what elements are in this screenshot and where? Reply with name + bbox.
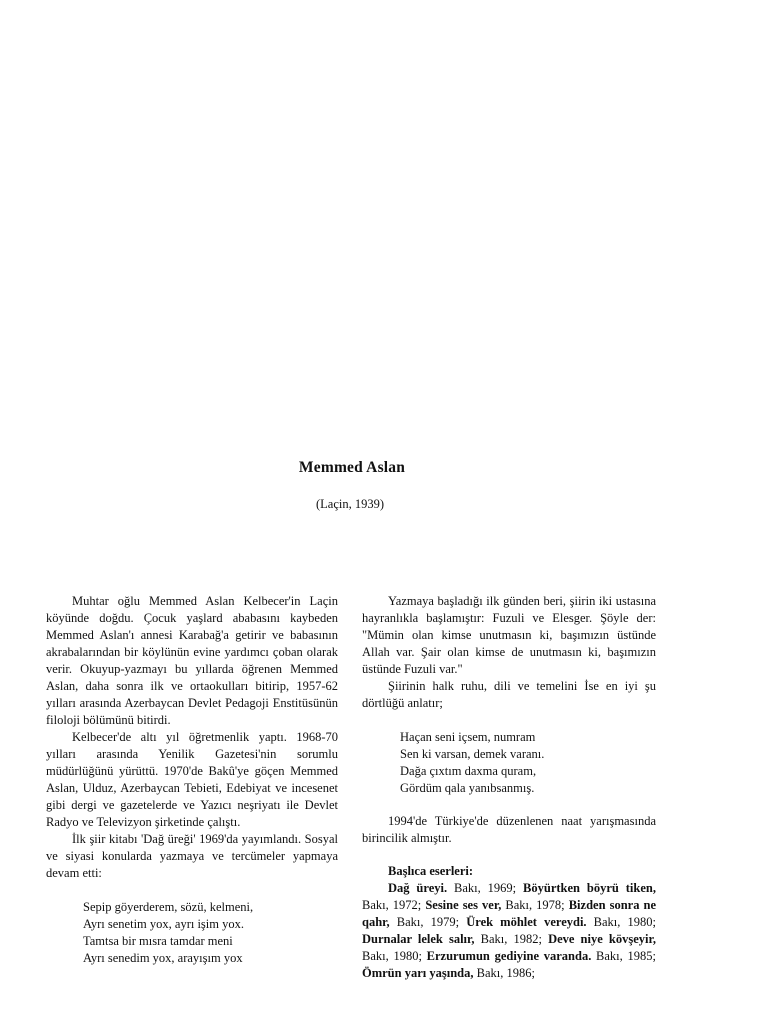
poem-line: Haçan seni içsem, numram	[400, 730, 536, 744]
poem-line: Sen ki varsan, demek varanı.	[400, 747, 545, 761]
biography-paragraph-1: Muhtar oğlu Memmed Aslan Kelbecer'in Laçin köyünde doğdu. Çocuk yaşlard ababasını kaybeden Memmed Aslan'ı annesi Karabağ'a getirir ve babasının akrabalarından bir köylünün evine yardımcı çoban olarak verir. Okuyup-yazmayı bu yıllarda öğrenen Memmed Aslan, daha sonra ilk ve ortaokulları bitirip, 1957-62 yılları arasında Azerbaycan Devlet Pedagoji Enstitüsünün filoloji bölümünü bitirdi.	[46, 594, 338, 727]
award-paragraph: 1994'de Türkiye'de düzenlenen naat yarışmasında birincilik almıştır.	[362, 814, 656, 845]
works-list	[362, 880, 656, 982]
quatrain	[362, 729, 656, 797]
work-info: Bakı, 1980;	[586, 915, 656, 929]
work-title: Sesine ses ver,	[425, 898, 502, 912]
work-title: Bizden sonra ne qahr,	[362, 898, 656, 929]
work-title: Dağ üreyi.	[388, 881, 448, 895]
influence-paragraph: Yazmaya başladığı ilk günden beri, şiirin iki ustasına hayranlıkla başlamıştır: Fuzuli ve Elesger. Şöyle der: "Mümin olan kimse unutmasın ki, başımızın üstünde Allah var. Şair olan kimse de unutmasın ki, başımızın üstünde Fuzuli var."	[362, 594, 656, 676]
poem-line: Ayrı senedim yox, arayışım yox	[83, 951, 243, 965]
work-info: Bakı, 1979;	[389, 915, 467, 929]
work-info: Bakı, 1978;	[501, 898, 569, 912]
biography-paragraph-2: Kelbecer'de altı yıl öğretmenlik yaptı. 1968-70 yılları arasında Yenilik Gazetesi'nin sorumlu müdürlüğünü yürüttü. 1970'de Bakû'ye göçen Memmed Aslan, Ulduz, Azerbaycan Tebieti, Edebiyat ve incesenet gibi dergi ve gazetelerde ve Yazıcı neşriyatı ile Devlet Radyo ve Televizyon şirketinde çalıştı.	[46, 730, 338, 829]
work-info: Bakı, 1972;	[362, 898, 426, 912]
work-info: Bakı, 1982;	[474, 932, 549, 946]
poem-line: Sepip göyerderem, sözü, kelmeni,	[83, 900, 254, 914]
poem-line: Ayrı senetim yox, ayrı işim yox.	[83, 917, 244, 931]
right-column	[362, 593, 656, 982]
work-info: Bakı, 1980;	[362, 949, 427, 963]
work-info: Bakı, 1969;	[447, 881, 524, 895]
page-subtitle: (Laçin, 1939)	[315, 497, 385, 511]
works-heading: Başlıca eserleri:	[388, 864, 474, 878]
left-column	[46, 593, 338, 967]
work-title: Ömrün yarı yaşında,	[362, 966, 474, 980]
work-title: Durnalar lelek salır,	[362, 932, 475, 946]
work-info: Bakı, 1985;	[591, 949, 656, 963]
poem-stanza	[46, 899, 338, 967]
poem-line: Gördüm qala yanıbsanmış.	[400, 781, 535, 795]
work-title: Deve niye kövşeyir,	[548, 932, 656, 946]
page-title: Memmed Aslan	[298, 459, 406, 476]
poem-line: Dağa çıxtım daxma quram,	[400, 764, 537, 778]
work-title: Erzurumun gediyine varanda.	[426, 949, 592, 963]
folk-spirit-paragraph: Şiirinin halk ruhu, dili ve temelini İse en iyi şu dörtlüğü anlatır;	[362, 679, 656, 710]
biography-paragraph-3: İlk şiir kitabı 'Dağ üreği' 1969'da yayımlandı. Sosyal ve siyasi konularda yazmaya ve tercümeler yapmaya devam etti:	[46, 832, 338, 880]
work-info: Bakı, 1986;	[473, 966, 535, 980]
work-title: Böyürtken böyrü tiken,	[523, 881, 656, 895]
poem-line: Tamtsa bir mısra tamdar meni	[83, 934, 233, 948]
work-title: Ürek möhlet vereydi.	[466, 915, 587, 929]
